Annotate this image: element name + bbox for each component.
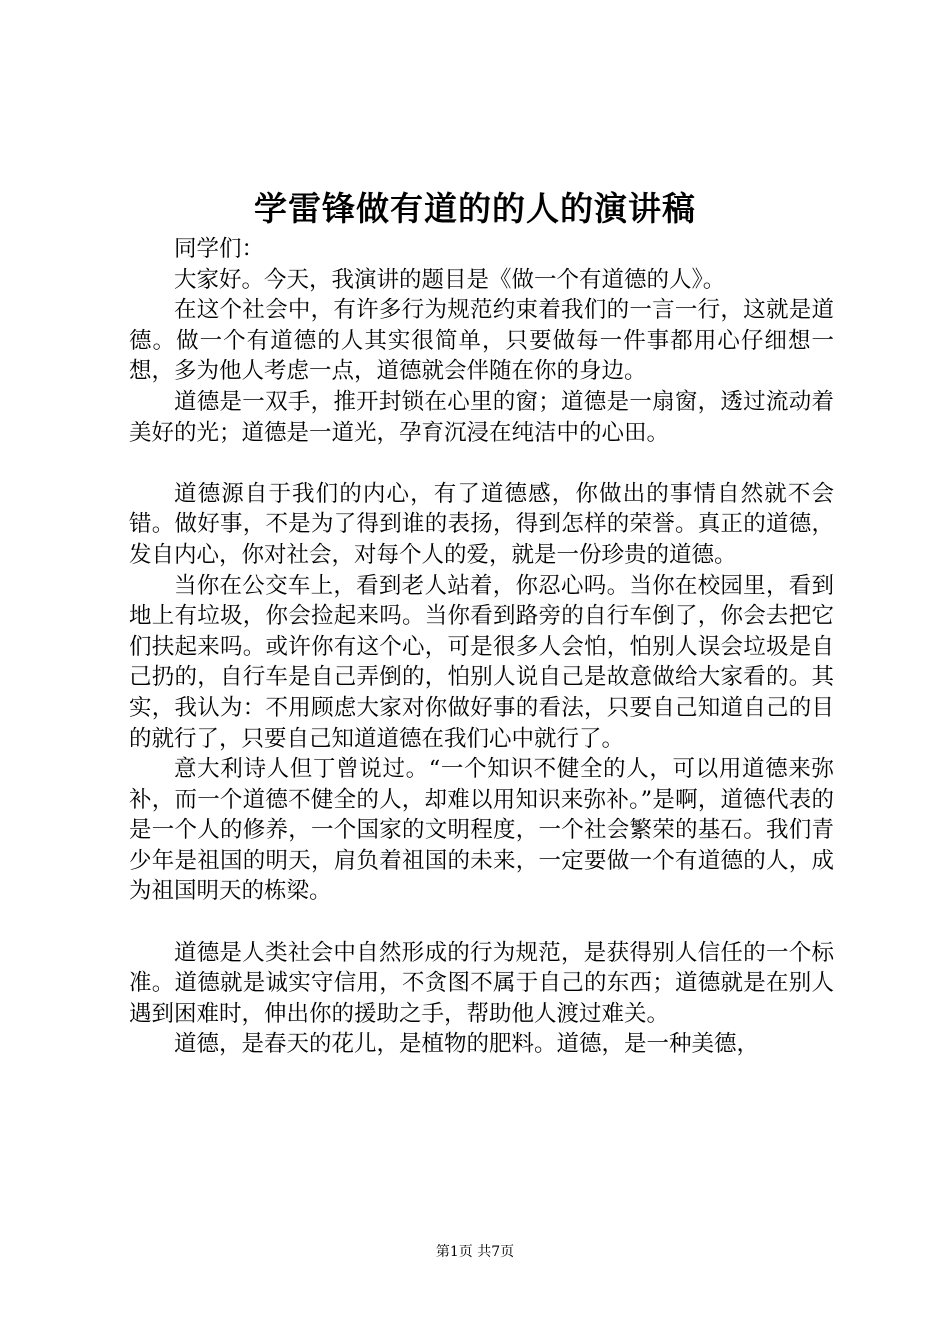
- page-footer: 第1页 共7页: [435, 1244, 515, 1260]
- document-body: [129, 234, 834, 1060]
- paragraph-intro: 大家好。今天，我演讲的题目是《做一个有道德的人》。: [174, 266, 726, 293]
- paragraph: 意大利诗人但丁曾说过。“一个知识不健全的人，可以用道德来弥补，而一个道德不健全的人，却难以用知识来弥补。”是啊，道德代表的是一个人的修养，一个国家的文明程度，一个社会繁荣的基石。我们青少年是祖国的明天，肩负着祖国的未来，一定要做一个有道德的人，成为祖国明天的栋梁。: [129, 756, 834, 905]
- paragraph-greeting: 同学们：: [174, 236, 265, 262]
- paragraph: 道德是一双手，推开封锁在心里的窗；道德是一扇窗，透过流动着美好的光；道德是一道光，孕育沉浸在纯洁中的心田。: [129, 388, 834, 446]
- document-title: 学雷锋做有道的的人的演讲稿: [254, 189, 696, 228]
- paragraph: 当你在公交车上，看到老人站着，你忍心吗。当你在校园里，看到地上有垃圾，你会捡起来吗。当你看到路旁的自行车倒了，你会去把它们扶起来吗。或许你有这个心，可是很多人会怕，怕别人误会垃圾是自己扔的，自行车是自己弄倒的，怕别人说自己是故意做给大家看的。其实，我认为：不用顾虑大家对你做好事的看法，只要自己知道自己的目的就行了，只要自己知道道德在我们心中就行了。: [129, 572, 834, 752]
- paragraph: 在这个社会中，有许多行为规范约束着我们的一言一行，这就是道德。做一个有道德的人其实很简单，只要做每一件事都用心仔细想一想，多为他人考虑一点，道德就会伴随在你的身边。: [129, 297, 834, 385]
- paragraph: 道德源自于我们的内心，有了道德感，你做出的事情自然就不会错。做好事，不是为了得到谁的表扬，得到怎样的荣誉。真正的道德，发自内心，你对社会，对每个人的爱，就是一份珍贵的道德。: [129, 480, 834, 568]
- paragraph: 道德，是春天的花儿，是植物的肥料。道德，是一种美德，: [174, 1031, 760, 1058]
- paragraph: 道德是人类社会中自然形成的行为规范，是获得别人信任的一个标准。道德就是诚实守信用，不贪图不属于自己的东西；道德就是在别人遇到困难时，伸出你的援助之手，帮助他人渡过难关。: [129, 939, 834, 1027]
